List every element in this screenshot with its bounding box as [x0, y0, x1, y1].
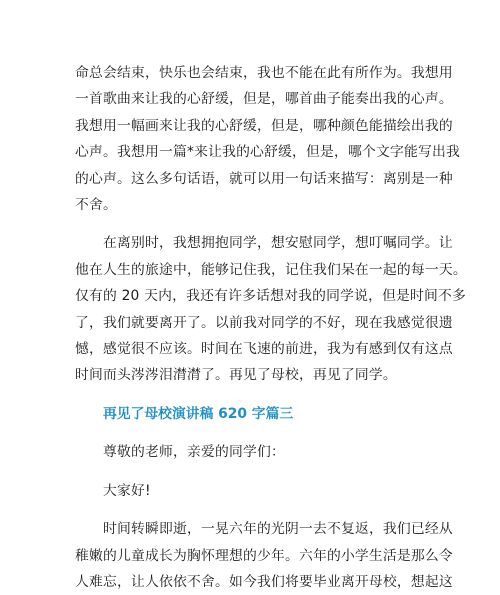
text-line: 时间转瞬即逝，一晃六年的光阴一去不复返，我们已经从	[103, 521, 453, 538]
text-line: 憾，感觉很不应该。时间在飞速的前进，我为有感到仅有这点	[75, 341, 453, 358]
text-line: 不舍。	[75, 197, 117, 214]
text-line: 的心声。这么多句话语，就可以用一句话来描写：离别是一种	[75, 170, 453, 187]
text-line: 命总会结束，快乐也会结束，我也不能在此有所作为。我想用	[75, 65, 453, 81]
document-page	[75, 60, 467, 595]
paragraph-1	[75, 60, 461, 218]
text-line: 我想用一幅画来让我的心舒缓，但是，哪种颜色能描绘出我的	[75, 117, 453, 134]
section-heading: 再见了母校演讲稿 620 字篇三	[103, 405, 294, 422]
text-line: 一首歌曲来让我的心舒缓，但是，哪首曲子能奏出我的心声。	[75, 91, 453, 108]
text-line: 仅有的 20 天内，我还有许多话想对我的同学说，但是时间不多	[75, 288, 467, 305]
greeting: 大家好!	[103, 482, 151, 499]
text-line: 在离别时，我想拥抱同学，想安慰同学，想叮嘱同学。让	[103, 235, 453, 252]
text-line: 时间而头涔涔泪潸潸了。再见了母校，再见了同学。	[75, 367, 397, 384]
text-line: 人难忘，让人依依不舍。如今我们将要毕业离开母校，想起这	[75, 573, 453, 590]
text-line: 他在人生的旅途中，能够记住我，记住我们呆在一起的每一天。	[75, 261, 467, 278]
paragraph-2	[75, 230, 467, 388]
text-line: 稚嫩的儿童成长为胸怀理想的少年。六年的小学生活是那么令	[75, 547, 453, 564]
text-line: 了，我们就要离开了。以前我对同学的不好，现在我感觉很遗	[75, 314, 453, 331]
salutation: 尊敬的老师，亲爱的同学们：	[103, 444, 285, 461]
paragraph-3	[75, 516, 453, 595]
text-line: 心声。我想用一篇*来让我的心舒缓，但是，哪个文字能写出我	[75, 144, 461, 161]
